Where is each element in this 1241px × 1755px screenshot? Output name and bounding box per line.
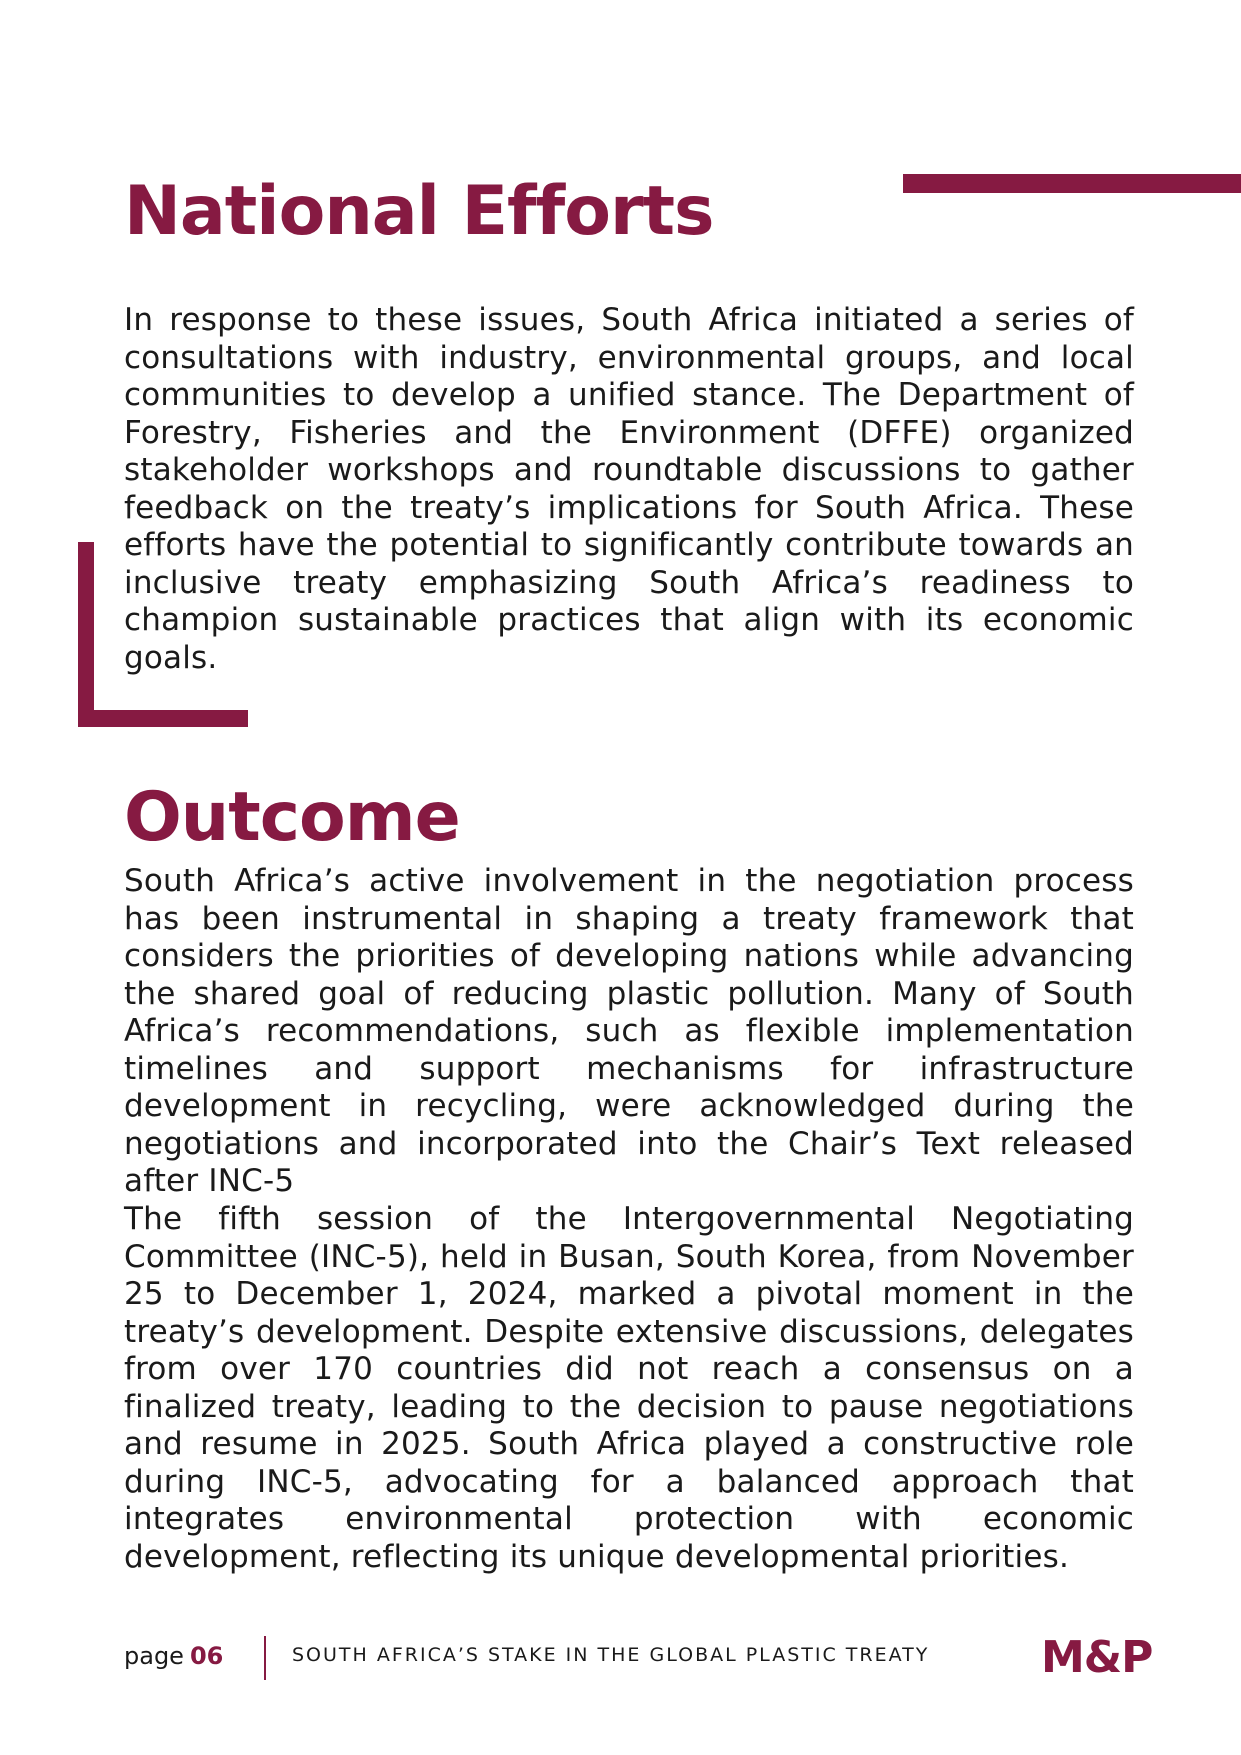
- mp-logo: M&P: [1041, 1632, 1153, 1683]
- decorative-bracket-vertical: [78, 542, 94, 727]
- page-indicator: [124, 1642, 223, 1670]
- page-footer: [124, 1632, 1194, 1682]
- footer-document-title: SOUTH AFRICA’S STAKE IN THE GLOBAL PLASTIC TREATY: [292, 1644, 930, 1666]
- page-number: 06: [189, 1642, 224, 1670]
- national-efforts-paragraph: In response to these issues, South Africa initiated a series of consultations with industry, environmental groups, and local communities to develop a unified stance. The Department of Forestry, Fisheries and the Environment (DFFE) organized stakeholder workshops and roundtable discussions to gather feedback on the treaty’s implications for South Africa. These efforts have the potential to significantly contribute towards an inclusive treaty emphasizing South Africa’s readiness to champion sustainable practices that align with its economic goals.: [124, 302, 1134, 676]
- national-efforts-heading: National Efforts: [124, 172, 714, 251]
- footer-divider: [264, 1636, 266, 1680]
- outcome-heading: Outcome: [124, 778, 460, 857]
- decorative-top-bar: [903, 174, 1241, 193]
- outcome-paragraph-2: The fifth session of the Intergovernmental Negotiating Committee (INC-5), held in Busan, South Korea, from November 25 to December 1, 2024, marked a pivotal moment in the treaty’s development. Despite extensive discussions, delegates from over 170 countries did not reach a consensus on a finalized treaty, leading to the decision to pause negotiations and resume in 2025. South Africa played a constructive role during INC-5, advocating for a balanced approach that integrates environmental protection with economic development, reflecting its unique developmental priorities.: [124, 1201, 1134, 1575]
- decorative-bracket-horizontal: [78, 710, 248, 727]
- outcome-paragraph-1: South Africa’s active involvement in the negotiation process has been instrumental in shaping a treaty framework that considers the priorities of developing nations while advancing the shared goal of reducing plastic pollution. Many of South Africa’s recommendations, such as flexible implementation timelines and support mechanisms for infrastructure development in recycling, were acknowledged during the negotiations and incorporated into the Chair’s Text released after INC-5: [124, 863, 1134, 1199]
- page-label: page: [124, 1642, 184, 1670]
